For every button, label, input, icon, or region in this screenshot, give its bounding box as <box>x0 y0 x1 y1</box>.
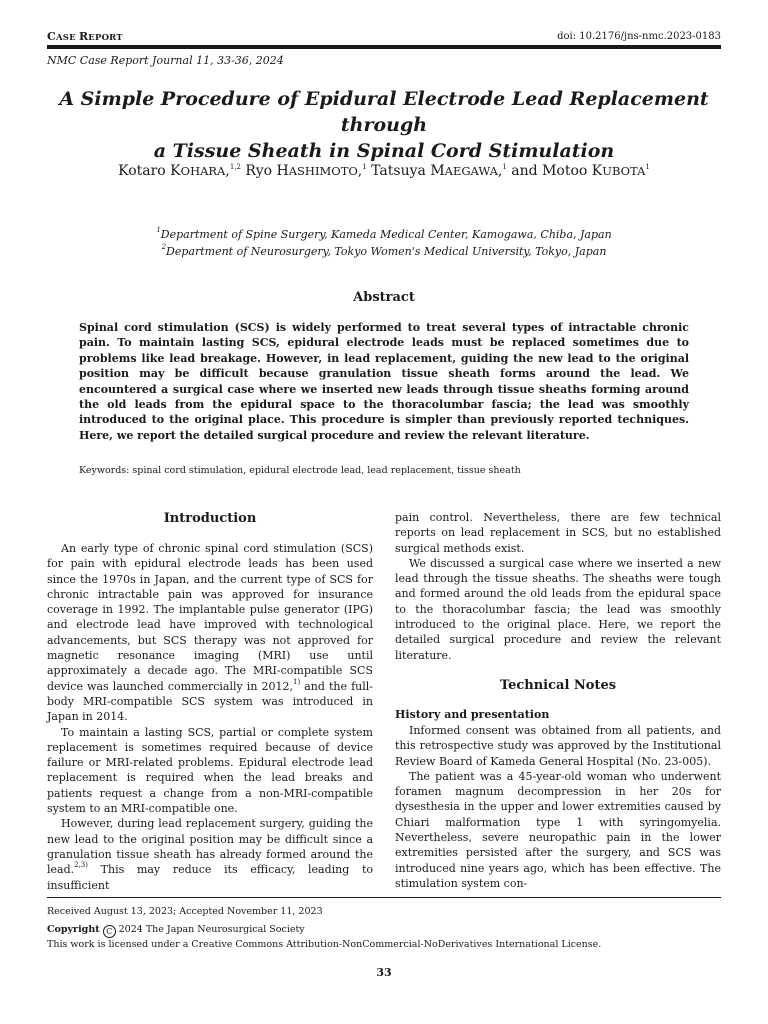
section-heading-technical-notes: Technical Notes <box>499 677 617 693</box>
copyright-icon: C <box>103 925 116 938</box>
license-line[interactable]: This work is licensed under a Creative Commons Attribution-NonCommercial-NoDerivatives International License. <box>47 939 602 950</box>
article-title <box>47 86 721 164</box>
citation-ref[interactable]: 2,3) <box>74 861 88 870</box>
journal-citation: NMC Case Report Journal 11, 33-36, 2024 <box>47 54 284 67</box>
received-dates: Received August 13, 2023; Accepted November 11, 2023 <box>47 906 323 917</box>
body-paragraph: An early type of chronic spinal cord stimulation (SCS) for pain with epidural electrode leads has been used since the 1970s in Japan, and the current type of SCS for chronic intractable pain was approved for insurance coverage in 1992. The implantable pulse generator (IPG) and electrode lead have improved with technological advancements, but SCS therapy was not approved for magnetic resonance imaging (MRI) use until approximately a decade ago. The MRI-compatible SCS device was launched commercially in 2012,$^{1)}$ and the full-body MRI-compatible SCS system was introduced in Japan in 2014. <box>47 542 373 724</box>
page-number: 33 <box>376 966 392 979</box>
section-heading-introduction: Introduction <box>163 511 257 526</box>
title-line-1: A Simple Procedure of Epidural Electrode Lead Replacement through <box>59 88 709 136</box>
author: Ryo HASHIMOTO,$^1$ <box>245 163 367 179</box>
body-paragraph: The patient was a 45-year-old woman who underwent foramen magnum decompression in her 20s for dysesthesia in the upper and lower extremities caused by Chiari malformation type 1 with syringomyelia. Nevertheless, severe neuropathic pain in the lower extremities persisted after the surgery, and SCS was introduced nine years ago, which has been effective. The stimulation system con- <box>395 769 721 890</box>
subsection-heading: History and presentation <box>395 707 550 721</box>
footer-rule <box>47 897 721 898</box>
affiliation: $^2$Department of Neurosurgery, Tokyo Women's Medical University, Tokyo, Japan <box>161 243 607 258</box>
left-column <box>47 510 373 893</box>
body-paragraph: However, during lead replacement surgery, guiding the new lead to the original position may be difficult since a granulation tissue sheath has already formed around the lead.$^{2,3)}$ This may reduce its efficacy, leading to insufficient <box>47 817 373 892</box>
body-paragraph: Informed consent was obtained from all patients, and this retrospective study was approved by the Institutional Review Board of Kameda General Hospital (No. 23-005). <box>395 723 721 768</box>
affiliation: $^1$Department of Spine Surgery, Kameda Medical Center, Kamogawa, Chiba, Japan <box>156 226 612 241</box>
title-line-2: a Tissue Sheath in Spinal Cord Stimulation <box>153 140 615 162</box>
citation-ref[interactable]: 1) <box>292 677 301 686</box>
header-rule <box>47 45 721 49</box>
author: Tatsuya MAEGAWA,$^1$ <box>371 163 507 179</box>
copyright-line: Copyright C 2024 The Japan Neurosurgical Society <box>47 924 305 936</box>
keywords: Keywords: spinal cord stimulation, epidural electrode lead, lead replacement, tissue sheath <box>79 465 521 476</box>
article-type-label: CASE REPORT <box>47 30 123 43</box>
abstract-heading: Abstract <box>353 290 415 305</box>
body-paragraph: pain control. Nevertheless, there are few technical reports on lead replacement in SCS, but no established surgical methods exist. <box>395 511 721 555</box>
author: Motoo KUBOTA$^1$ <box>542 163 650 179</box>
body-paragraph: To maintain a lasting SCS, partial or complete system replacement is sometimes required because of device failure or MRI-related problems. Epidural electrode lead replacement is required when the lead breaks and patients request a change from a non-MRI-compatible system to an MRI-compatible one. <box>47 725 373 816</box>
right-column <box>395 510 721 891</box>
doi-text[interactable]: doi: 10.2176/jns-nmc.2023-0183 <box>557 31 721 42</box>
author: Kotaro KOHARA,$^{1,2}$ <box>118 163 241 179</box>
body-paragraph: We discussed a surgical case where we inserted a new lead through the tissue sheaths. The sheaths were tough and formed around the old leads from the epidural space to the thoracolumbar fascia; the lead was smoothly introduced to the original place. Here, we report the detailed surgical procedure and review the relevant literature. <box>395 556 721 662</box>
author-list: Kotaro KOHARA,$^{1,2}$ Ryo HASHIMOTO,$^1$ Tatsuya MAEGAWA,$^1$ and Motoo KUBOTA$^1$ <box>118 163 650 179</box>
abstract-text: Spinal cord stimulation (SCS) is widely performed to treat several types of intractable chronic pain. To maintain lasting SCS, epidural electrode leads must be replaced sometimes due to problems like lead breakage. However, in lead replacement, guiding the new lead to the original position may be difficult because granulation tissue sheath forms around the lead. We encountered a surgical case where we inserted new leads through tissue sheaths forming around the old leads from the epidural space to the thoracolumbar fascia; the lead was smoothly introduced to the original place. This procedure is simpler than previously reported techniques. Here, we report the detailed surgical procedure and review the relevant literature. <box>79 321 689 442</box>
